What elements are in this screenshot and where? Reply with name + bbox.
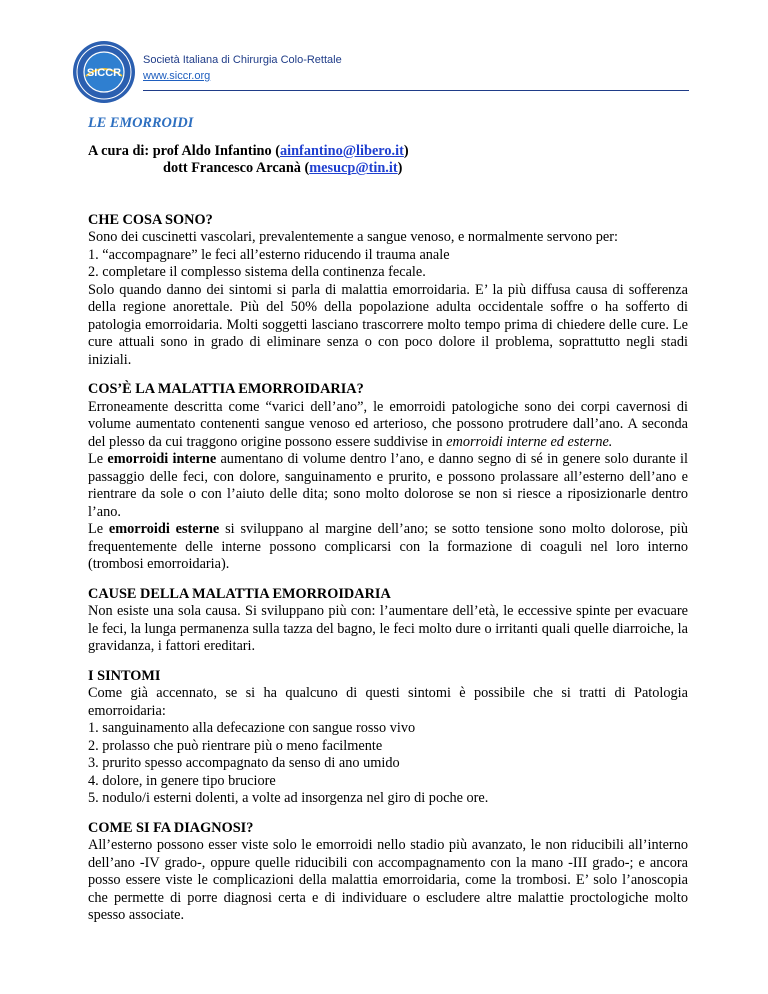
list-item: 1. “accompagnare” le feci all’esterno riducendo il trauma anale <box>88 246 450 263</box>
section-malattia-emorroidaria <box>88 381 688 574</box>
bold-term: emorroidi interne <box>107 451 217 467</box>
author-2-email-link[interactable]: mesucp@tin.it <box>309 160 398 176</box>
siccr-logo <box>72 40 136 104</box>
section-intro: Come già accennato, se si ha qualcuno di questi sintomi è possibile che si tratti di Patologia emorroidaria: <box>88 685 688 719</box>
org-name: Società Italiana di Chirurgia Colo-Rettale <box>143 54 342 66</box>
logo-text: SICCR <box>86 67 122 79</box>
bold-term: emorroidi esterne <box>108 521 220 537</box>
list-item: 2. prolasso che può rientrare più o meno facilmente <box>88 737 383 754</box>
list-item: 1. sanguinamento alla defecazione con sangue rosso vivo <box>88 720 416 736</box>
section-cause <box>88 586 688 656</box>
author-1-email-link[interactable]: ainfantino@libero.it <box>279 142 404 159</box>
paragraph-text: si sviluppano al margine dell’ano; se sotto tensione sono molto dolorose, più frequentemente delle interne possono complicarsi con la formazione di coaguli nel loro interno (trombosi emorroidaria). <box>88 521 688 572</box>
section-diagnosi <box>88 820 688 925</box>
paragraph-lead: Le <box>88 451 108 467</box>
document-body <box>88 115 688 925</box>
section-paragraph <box>88 399 688 452</box>
section-heading: CHE COSA SONO? <box>88 211 213 228</box>
paragraph-lead: Le <box>88 521 109 537</box>
header <box>143 52 342 84</box>
authors-block <box>88 143 688 178</box>
author-2-close: ) <box>397 160 403 176</box>
paragraph-text: aumentano di volume dentro l’ano, e danno segno di sé in genere solo durante il passaggio delle feci, con dolore, sanguinamento e prurito, e possono prolassare all’esterno dell’ano e rientrare da sole o con l’aiuto delle dita; sono molto dolorose se non si riesce a riposizionarle dentro l’ano. <box>88 451 688 520</box>
list-item: 2. completare il complesso sistema della continenza fecale. <box>88 264 426 280</box>
section-paragraph <box>88 451 688 521</box>
section-sintomi <box>88 668 688 808</box>
section-heading: COME SI FA DIAGNOSI? <box>88 819 254 836</box>
section-che-cosa-sono <box>88 212 688 370</box>
list-item: 4. dolore, in genere tipo bruciore <box>88 772 276 789</box>
section-paragraph: Non esiste una sola causa. Si sviluppano più con: l’aumentare dell’età, le eccessive spinte per evacuare le feci, la lunga permanenza sulla tazza del bagno, le feci molto dure o irritanti quali quelle diarroiche, la gravidanza, i fattori ereditari. <box>88 603 688 654</box>
section-heading: COS’È LA MALATTIA EMORROIDARIA? <box>88 381 364 397</box>
section-paragraph <box>88 521 688 574</box>
section-paragraph: All’esterno possono esser viste solo le emorroidi nello stadio più avanzato, le non riducibili all’interno dell’ano -IV grado-, oppure quelle riducibili con accompagnamento con la mano -III grado-; e ancora posso essere viste le complicazioni della malattia emorroidaria, come la trombosi. E’ solo l’anoscopia che permette di porre diagnosi certa e di individuare o escludere altre malattie proctologiche molto spesso associate. <box>88 837 688 923</box>
section-heading: CAUSE DELLA MALATTIA EMORROIDARIA <box>88 585 391 602</box>
author-line-1 <box>88 143 688 161</box>
author-2-name: dott Francesco Arcanà ( <box>163 160 310 176</box>
org-url-link[interactable]: www.siccr.org <box>143 70 211 82</box>
emphasis-text: emorroidi interne ed esterne. <box>446 433 613 450</box>
author-1-close: ) <box>403 142 409 159</box>
section-paragraph: Solo quando danno dei sintomi si parla di malattia emorroidaria. E’ la più diffusa causa di sofferenza della regione anorettale. Più del 50% della popolazione adulta occidentale soffre o ha sofferto di patologia emorroidaria. Molti soggetti lasciano trascorrere molto tempo prima di chiedere delle cure. Le cure attuali sono in grado di eliminare senza o con poco dolore il problema, soprattutto negli stadi iniziali. <box>88 281 688 368</box>
author-line-2 <box>88 160 688 178</box>
document-title: LE EMORROIDI <box>88 115 194 131</box>
author-1-label: A cura di: prof Aldo Infantino ( <box>88 142 280 159</box>
paragraph-text: Erroneamente descritta come “varici dell’ano”, le emorroidi patologiche sono dei corpi cavernosi di volume aumentato contenenti sangue venoso ed arterioso, che possono protrudere dall’ano. A seconda del plesso da cui traggono origine possono essere suddivise in <box>88 398 688 450</box>
list-item: 3. prurito spesso accompagnato da senso di ano umido <box>88 755 400 771</box>
section-heading: I SINTOMI <box>88 667 161 684</box>
section-intro: Sono dei cuscinetti vascolari, prevalentemente a sangue venoso, e normalmente servono per: <box>88 229 618 245</box>
header-divider <box>143 90 689 91</box>
list-item: 5. nodulo/i esterni dolenti, a volte ad insorgenza nel giro di poche ore. <box>88 790 489 806</box>
section-list <box>88 720 688 808</box>
section-list <box>88 247 688 282</box>
